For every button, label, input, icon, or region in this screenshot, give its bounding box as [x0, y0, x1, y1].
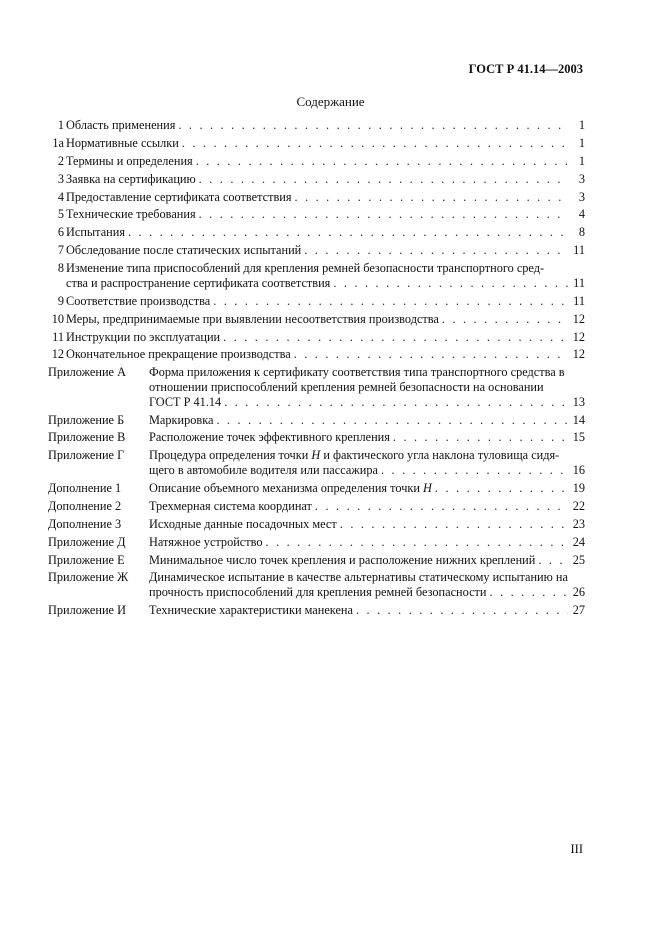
toc-entry-title: щего в автомобиле водителя или пассажира [149, 463, 378, 478]
dot-leader [213, 294, 568, 309]
toc-entry-number: Приложение Б [48, 412, 125, 427]
dot-leader [128, 225, 568, 240]
toc-entry[interactable] [48, 261, 585, 290]
dot-leader [538, 553, 568, 568]
toc-entry-title: прочность приспособлений для крепления ремней безопасности [149, 585, 487, 600]
toc-entry[interactable] [48, 136, 585, 151]
toc-entry-title: Инструкции по эксплуатации [66, 329, 221, 344]
toc-entry-number: Приложение А [48, 365, 126, 380]
toc-entry-number: Приложение Д [48, 534, 126, 549]
toc-entry[interactable] [48, 535, 585, 550]
toc-entry-title: Технические требования [66, 207, 196, 222]
toc-entry-page: 3 [578, 171, 585, 186]
toc-entry-title: ГОСТ Р 41.14 [149, 394, 222, 409]
toc-entry-number: 3 [57, 171, 64, 186]
toc-entry-page: 23 [572, 516, 585, 531]
toc-entry-title: Технические характеристики манекена [149, 603, 353, 617]
toc-entry-title: Описание объемного механизма определения точки H [149, 480, 432, 495]
toc-entry-number: 12 [51, 347, 64, 362]
toc-entry-number: Приложение Ж [48, 570, 129, 585]
toc-entry[interactable] [48, 365, 585, 409]
toc-entry-page: 22 [572, 498, 585, 513]
toc-entry[interactable] [48, 430, 585, 445]
dot-leader [199, 207, 568, 222]
dot-leader [266, 535, 568, 550]
dot-leader [333, 276, 568, 291]
toc-entry-page: 12 [572, 347, 585, 362]
dot-leader [304, 243, 568, 258]
toc-entry[interactable] [48, 294, 585, 309]
toc-entry-title: Нормативные ссылки [66, 135, 179, 150]
toc-entry-number: Приложение Г [48, 448, 125, 463]
toc-entry-title: Обследование после статических испытаний [66, 243, 302, 258]
toc-entry-title: Динамическое испытание в качестве альтернативы статическому испытанию на [149, 570, 568, 585]
toc-entry-title: Меры, предпринимаемые при выявлении несоответствия производства [66, 311, 439, 326]
toc-entry[interactable] [48, 570, 585, 599]
dot-leader [178, 118, 568, 133]
toc-entry[interactable] [48, 225, 585, 240]
toc-entry-page: 1 [578, 135, 585, 150]
toc-entry-title: Испытания [66, 225, 125, 240]
toc-entry-number: 7 [57, 243, 64, 258]
toc-entry[interactable] [48, 207, 585, 222]
toc-entry-page: 11 [573, 275, 585, 290]
dot-leader [315, 499, 568, 514]
toc-entry-number: 1 [57, 118, 64, 132]
toc-entry-title: отношении приспособлений крепления ремней безопасности на основании [149, 379, 544, 394]
dot-leader [295, 190, 568, 205]
toc-entry-page: 14 [572, 412, 585, 427]
toc-entry-number: 9 [57, 293, 64, 308]
toc-entry-title: Изменение типа приспособлений для крепления ремней безопасности транспортного сред- [66, 261, 545, 276]
dot-leader [182, 136, 568, 151]
dot-leader [224, 395, 568, 410]
toc-title: Содержание [296, 94, 365, 109]
toc-entry[interactable] [48, 330, 585, 345]
document-code: ГОСТ Р 41.14—2003 [468, 62, 583, 76]
toc-entry[interactable] [48, 413, 585, 428]
toc-entry-title: Область применения [66, 118, 176, 132]
dot-leader [294, 347, 568, 362]
toc-entry-page: 16 [572, 463, 585, 478]
dot-leader [196, 154, 568, 169]
toc-entry-title: Исходные данные посадочных мест [149, 516, 337, 531]
toc-entry-page: 26 [572, 585, 585, 600]
toc-entry[interactable] [48, 154, 585, 169]
toc-entry[interactable] [48, 553, 585, 568]
dot-leader [393, 430, 568, 445]
toc-entry-page: 13 [572, 394, 585, 409]
toc-entry-title: Окончательное прекращение производства [66, 347, 291, 362]
toc-entry-title: Процедура определения точки H и фактического угла наклона туловища сидя- [149, 448, 560, 463]
toc-entry-number: 5 [57, 207, 64, 222]
toc-entry-title: Расположение точек эффективного крепления [149, 430, 390, 445]
toc-entry-page: 12 [572, 329, 585, 344]
page-number: III [570, 842, 583, 856]
toc-entry-page: 11 [573, 243, 585, 258]
toc-entry-title: Натяжное устройство [149, 534, 263, 549]
toc-entry[interactable] [48, 243, 585, 258]
toc-entry[interactable] [48, 481, 585, 496]
dot-leader [223, 330, 568, 345]
toc-entry-number: 6 [57, 225, 64, 240]
toc-entry-page: 1 [578, 118, 585, 132]
toc-entry-page: 15 [572, 430, 585, 445]
toc-entry-page: 12 [572, 311, 585, 326]
toc-entry-number: 11 [52, 329, 64, 344]
toc-entry-number: Дополнение 1 [48, 480, 122, 495]
toc-entry-title: Трехмерная система координат [149, 498, 312, 513]
toc-entry-title: Предоставление сертификата соответствия [66, 189, 292, 204]
toc-entry-title: Термины и определения [66, 153, 193, 168]
toc-entry-number: Приложение И [48, 603, 126, 617]
dot-leader [199, 172, 568, 187]
toc-entry-number: Приложение В [48, 430, 126, 445]
toc-entry-number: 1а [52, 135, 64, 150]
toc-entry-title: ства и распространение сертификата соответствия [66, 275, 331, 290]
toc-entry-page: 19 [572, 480, 585, 495]
toc-entry[interactable] [48, 172, 585, 187]
dot-leader [381, 463, 568, 478]
toc-entry-page: 25 [572, 552, 585, 567]
toc-entry-number: Дополнение 3 [48, 516, 122, 531]
toc-entry-page: 11 [573, 293, 585, 308]
toc-entry-page: 8 [578, 225, 585, 240]
toc-entry-page: 27 [572, 603, 585, 617]
toc-entry-number: Приложение Е [48, 552, 125, 567]
toc-entry-title: Маркировка [149, 412, 214, 427]
toc-entry[interactable] [48, 517, 585, 532]
toc-entry-title: Соответствие производства [66, 293, 211, 308]
toc-entry-number: 10 [51, 311, 64, 326]
table-of-contents [48, 118, 585, 621]
dot-leader [435, 481, 568, 496]
dot-leader [216, 413, 568, 428]
toc-entry-number: 8 [57, 261, 64, 276]
toc-entry[interactable] [48, 118, 585, 133]
toc-entry-title: Заявка на сертификацию [66, 171, 196, 186]
dot-leader [340, 517, 568, 532]
toc-entry[interactable] [48, 312, 585, 327]
toc-entry[interactable] [48, 448, 585, 477]
toc-entry-title: Минимальное число точек крепления и расположение нижних креплений [149, 552, 536, 567]
toc-entry-number: 4 [57, 189, 64, 204]
toc-entry-title: Форма приложения к сертификату соответствия типа транспортного средства в [149, 365, 565, 380]
toc-entry[interactable] [48, 190, 585, 205]
toc-entry-page: 3 [578, 189, 585, 204]
toc-entry-page: 24 [572, 534, 585, 549]
toc-entry-page: 1 [578, 153, 585, 168]
dot-leader [490, 585, 569, 600]
toc-entry-number: Дополнение 2 [48, 498, 122, 513]
toc-entry[interactable] [48, 499, 585, 514]
dot-leader [442, 312, 568, 327]
dot-leader [356, 603, 568, 618]
toc-entry[interactable] [48, 603, 585, 618]
toc-entry-number: 2 [57, 153, 64, 168]
toc-entry[interactable] [48, 347, 585, 362]
toc-entry-page: 4 [578, 207, 585, 222]
